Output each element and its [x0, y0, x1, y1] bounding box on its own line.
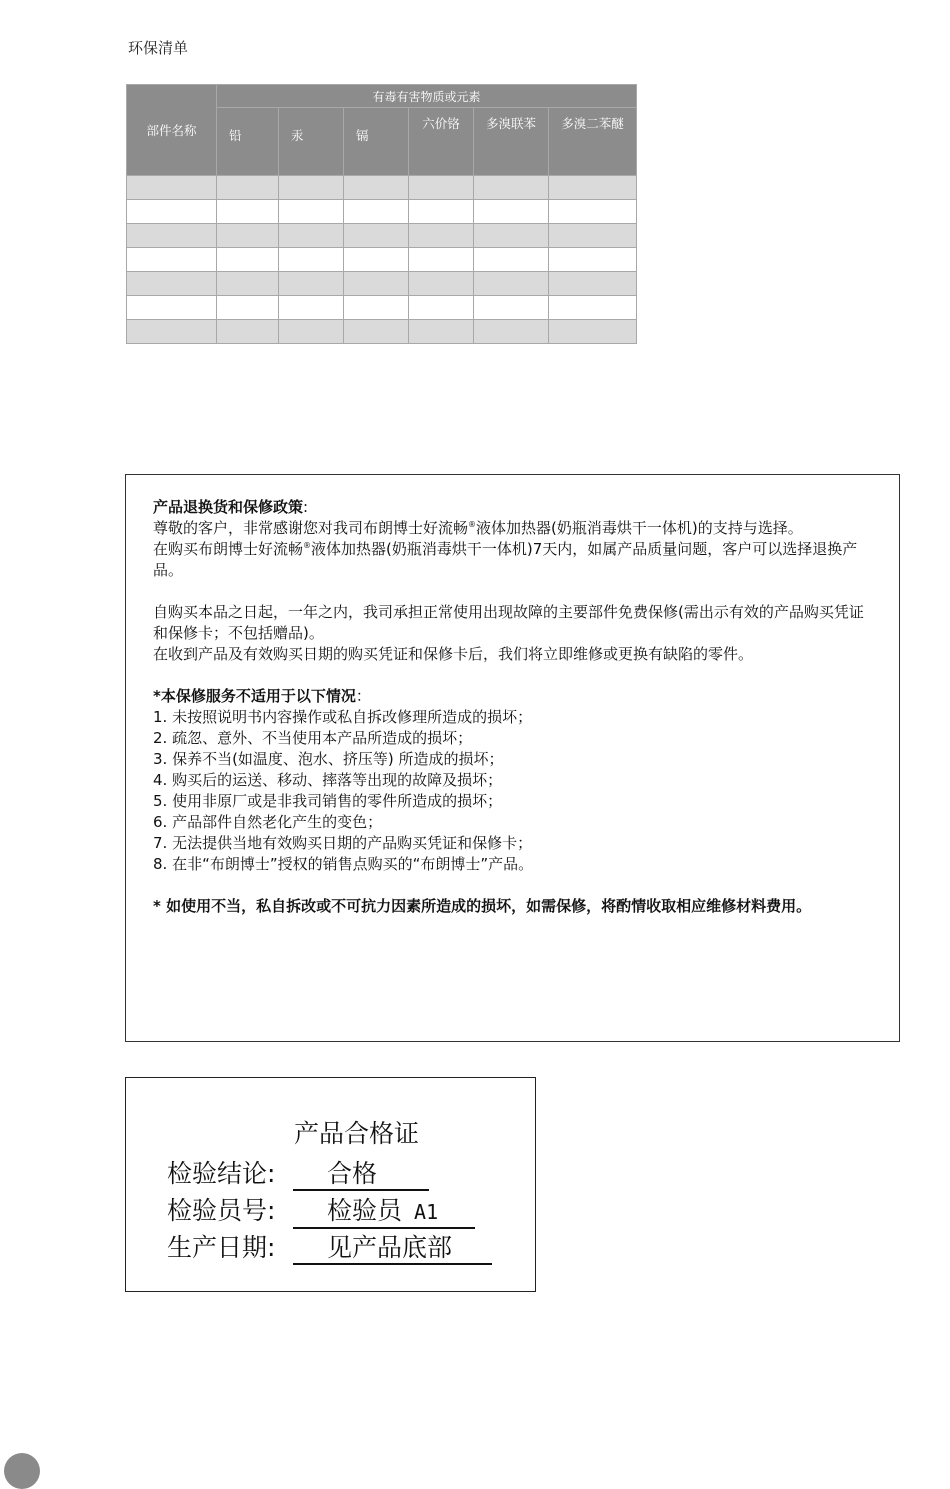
- policy-paragraph-return: 在购买布朗博士好流畅®液体加热器(奶瓶消毒烘干一体机)7天内，如属产品质量问题，客户可以选择退换产品。: [153, 540, 858, 579]
- certificate-value: 合格: [293, 1159, 429, 1191]
- certificate-row-production-date: [167, 1232, 492, 1265]
- table-row: [127, 176, 637, 200]
- table-row: [127, 272, 637, 296]
- certificate-label: 生产日期:: [167, 1233, 276, 1262]
- column-header-part-name: 部件名称: [127, 85, 217, 176]
- hazardous-substances-table: [126, 84, 637, 344]
- policy-heading: 产品退换货和保修政策:: [153, 498, 309, 516]
- page-title: 环保清单: [128, 39, 189, 57]
- table-row: [127, 296, 637, 320]
- list-item: 3. 保养不当(如温度、泡水、挤压等) 所造成的损坏；: [153, 750, 504, 768]
- table-row: [127, 200, 637, 224]
- product-certificate: [125, 1077, 536, 1292]
- policy-paragraph-warranty: 自购买本品之日起，一年之内，我司承担正常使用出现故障的主要部件免费保修(需出示有效的产品购买凭证和保修卡；不包括赠品)。: [153, 603, 864, 642]
- column-header-mercury: 汞: [279, 108, 344, 176]
- list-item: 7. 无法提供当地有效购买日期的产品购买凭证和保修卡；: [153, 834, 533, 852]
- table-row: [127, 224, 637, 248]
- certificate-value: 检验员 A1: [293, 1196, 475, 1229]
- list-item: 1. 未按照说明书内容操作或私自拆改修理所造成的损坏；: [153, 708, 533, 726]
- column-header-cadmium: 镉: [344, 108, 409, 176]
- certificate-label: 检验员号:: [167, 1196, 276, 1225]
- hazard-table-body: [127, 176, 637, 344]
- column-header-pbb: 多溴联苯: [474, 108, 549, 176]
- table-row: [127, 320, 637, 344]
- exclusions-heading: *本保修服务不适用于以下情况：: [153, 687, 371, 705]
- column-header-hexavalent-chromium: 六价铬: [409, 108, 474, 176]
- certificate-row-inspector-id: [167, 1195, 475, 1229]
- certificate-value: 见产品底部: [293, 1233, 492, 1265]
- policy-paragraph-thanks: 尊敬的客户，非常感谢您对我司布朗博士好流畅®液体加热器(奶瓶消毒烘干一体机)的支持与选择。: [153, 519, 803, 537]
- list-item: 4. 购买后的运送、移动、摔落等出现的故障及损坏；: [153, 771, 503, 789]
- list-item: 6. 产品部件自然老化产生的变色；: [153, 813, 383, 831]
- list-item: 8. 在非“布朗博士”授权的销售点购买的“布朗博士”产品。: [153, 855, 534, 873]
- policy-paragraph-repair: 在收到产品及有效购买日期的购买凭证和保修卡后，我们将立即维修或更换有缺陷的零件。: [153, 645, 754, 663]
- registered-mark: ®: [468, 520, 477, 529]
- table-row: [127, 248, 637, 272]
- certificate-title: 产品合格证: [294, 1119, 420, 1148]
- column-group-header-substances: 有毒有害物质或元素: [217, 85, 637, 108]
- column-header-pbde: 多溴二苯醚: [549, 108, 637, 176]
- certificate-label: 检验结论:: [167, 1159, 276, 1188]
- return-warranty-policy-box: [125, 474, 900, 1042]
- page-marker-dot: [4, 1453, 40, 1489]
- exclusions-list: [153, 707, 873, 875]
- list-item: 5. 使用非原厂或是非我司销售的零件所造成的损坏；: [153, 792, 503, 810]
- certificate-row-inspection-result: [167, 1158, 429, 1191]
- column-header-lead: 铅: [217, 108, 279, 176]
- policy-note: * 如使用不当，私自拆改或不可抗力因素所造成的损坏，如需保修，将酌情收取相应维修材料费用。: [153, 897, 812, 915]
- registered-mark: ®: [303, 541, 312, 550]
- list-item: 2. 疏忽、意外、不当使用本产品所造成的损坏；: [153, 729, 473, 747]
